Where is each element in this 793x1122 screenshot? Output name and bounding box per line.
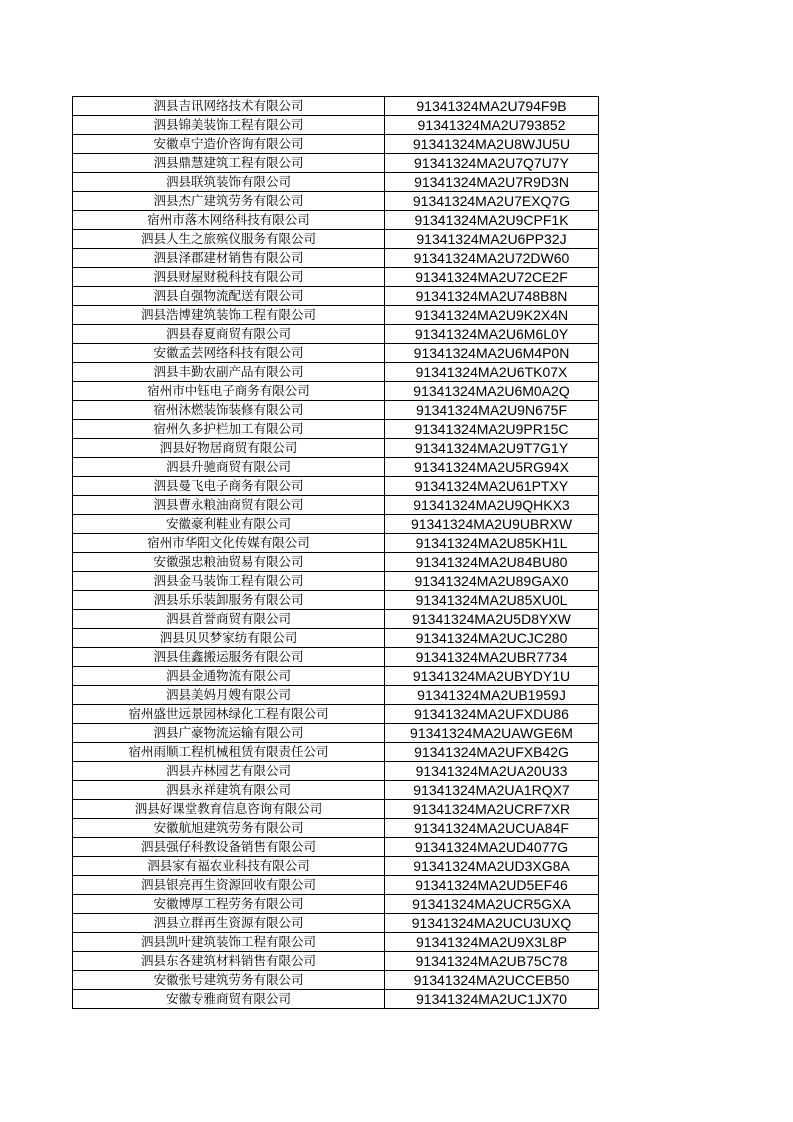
company-name-cell: 宿州盛世远景园林绿化工程有限公司 bbox=[73, 705, 385, 724]
table-row bbox=[73, 857, 599, 876]
company-name-cell: 泗县卉林园艺有限公司 bbox=[73, 762, 385, 781]
table-row bbox=[73, 743, 599, 762]
credit-code-cell: 91341324MA2UD5EF46 bbox=[385, 876, 599, 895]
company-name-cell: 泗县东各建筑材料销售有限公司 bbox=[73, 952, 385, 971]
credit-code-cell: 91341324MA2U89GAX0 bbox=[385, 572, 599, 591]
company-name-cell: 泗县佳鑫搬运服务有限公司 bbox=[73, 648, 385, 667]
company-name-cell: 泗县乐乐装卸服务有限公司 bbox=[73, 591, 385, 610]
credit-code-cell: 91341324MA2UCR5GXA bbox=[385, 895, 599, 914]
credit-code-cell: 91341324MA2U793852 bbox=[385, 116, 599, 135]
company-name-cell: 泗县财屋财税科技有限公司 bbox=[73, 268, 385, 287]
company-name-cell: 安徽强忠粮油贸易有限公司 bbox=[73, 553, 385, 572]
table-row bbox=[73, 971, 599, 990]
credit-code-cell: 91341324MA2U7R9D3N bbox=[385, 173, 599, 192]
company-name-cell: 安徽豪利鞋业有限公司 bbox=[73, 515, 385, 534]
credit-code-cell: 91341324MA2U5RG94X bbox=[385, 458, 599, 477]
table-row bbox=[73, 249, 599, 268]
company-name-cell: 安徽张号建筑劳务有限公司 bbox=[73, 971, 385, 990]
credit-code-cell: 91341324MA2U85KH1L bbox=[385, 534, 599, 553]
credit-code-cell: 91341324MA2UAWGE6M bbox=[385, 724, 599, 743]
credit-code-cell: 91341324MA2U8WJU5U bbox=[385, 135, 599, 154]
credit-code-cell: 91341324MA2U6M6L0Y bbox=[385, 325, 599, 344]
company-name-cell: 泗县金马装饰工程有限公司 bbox=[73, 572, 385, 591]
table-row bbox=[73, 420, 599, 439]
credit-code-cell: 91341324MA2UCU3UXQ bbox=[385, 914, 599, 933]
table-row bbox=[73, 686, 599, 705]
credit-code-cell: 91341324MA2UC1JX70 bbox=[385, 990, 599, 1009]
table-row bbox=[73, 230, 599, 249]
company-name-cell: 泗县人生之旅殡仪服务有限公司 bbox=[73, 230, 385, 249]
credit-code-cell: 91341324MA2U9T7G1Y bbox=[385, 439, 599, 458]
table-row bbox=[73, 116, 599, 135]
credit-code-cell: 91341324MA2U5D8YXW bbox=[385, 610, 599, 629]
table-row bbox=[73, 534, 599, 553]
credit-code-cell: 91341324MA2U85XU0L bbox=[385, 591, 599, 610]
table-row bbox=[73, 762, 599, 781]
credit-code-cell: 91341324MA2U84BU80 bbox=[385, 553, 599, 572]
credit-code-cell: 91341324MA2UCCEB50 bbox=[385, 971, 599, 990]
company-name-cell: 泗县升驰商贸有限公司 bbox=[73, 458, 385, 477]
credit-code-cell: 91341324MA2U6TK07X bbox=[385, 363, 599, 382]
company-name-cell: 安徽博厚工程劳务有限公司 bbox=[73, 895, 385, 914]
table-row bbox=[73, 952, 599, 971]
credit-code-cell: 91341324MA2UFXB42G bbox=[385, 743, 599, 762]
credit-code-cell: 91341324MA2U794F9B bbox=[385, 97, 599, 116]
table-row bbox=[73, 439, 599, 458]
company-name-cell: 宿州市落木网络科技有限公司 bbox=[73, 211, 385, 230]
table-row bbox=[73, 458, 599, 477]
table-row bbox=[73, 895, 599, 914]
credit-code-cell: 91341324MA2UCJC280 bbox=[385, 629, 599, 648]
company-registry-table bbox=[72, 96, 599, 1009]
table-row bbox=[73, 211, 599, 230]
table-row bbox=[73, 610, 599, 629]
company-name-cell: 宿州久多护栏加工有限公司 bbox=[73, 420, 385, 439]
table-row bbox=[73, 838, 599, 857]
table-row bbox=[73, 724, 599, 743]
credit-code-cell: 91341324MA2UFXDU86 bbox=[385, 705, 599, 724]
company-name-cell: 宿州市华阳文化传媒有限公司 bbox=[73, 534, 385, 553]
company-name-cell: 泗县好物居商贸有限公司 bbox=[73, 439, 385, 458]
credit-code-cell: 91341324MA2U9K2X4N bbox=[385, 306, 599, 325]
company-name-cell: 泗县金通物流有限公司 bbox=[73, 667, 385, 686]
credit-code-cell: 91341324MA2U748B8N bbox=[385, 287, 599, 306]
credit-code-cell: 91341324MA2U9N675F bbox=[385, 401, 599, 420]
company-name-cell: 泗县吉讯网络技术有限公司 bbox=[73, 97, 385, 116]
table-row bbox=[73, 382, 599, 401]
table-row bbox=[73, 344, 599, 363]
company-name-cell: 宿州沐燃装饰装修有限公司 bbox=[73, 401, 385, 420]
table-row bbox=[73, 192, 599, 211]
credit-code-cell: 91341324MA2U9PR15C bbox=[385, 420, 599, 439]
credit-code-cell: 91341324MA2UB75C78 bbox=[385, 952, 599, 971]
credit-code-cell: 91341324MA2U6M4P0N bbox=[385, 344, 599, 363]
credit-code-cell: 91341324MA2UBR7734 bbox=[385, 648, 599, 667]
credit-code-cell: 91341324MA2U9X3L8P bbox=[385, 933, 599, 952]
company-name-cell: 泗县浩博建筑装饰工程有限公司 bbox=[73, 306, 385, 325]
credit-code-cell: 91341324MA2U72CE2F bbox=[385, 268, 599, 287]
credit-code-cell: 91341324MA2U9QHKX3 bbox=[385, 496, 599, 515]
table-row bbox=[73, 572, 599, 591]
registry-table-body bbox=[73, 97, 599, 1009]
table-row bbox=[73, 914, 599, 933]
company-name-cell: 泗县锦美装饰工程有限公司 bbox=[73, 116, 385, 135]
credit-code-cell: 91341324MA2U9CPF1K bbox=[385, 211, 599, 230]
table-row bbox=[73, 819, 599, 838]
company-name-cell: 泗县家有福农业科技有限公司 bbox=[73, 857, 385, 876]
company-name-cell: 泗县丰勤农副产品有限公司 bbox=[73, 363, 385, 382]
company-name-cell: 安徽孟芸网络科技有限公司 bbox=[73, 344, 385, 363]
table-row bbox=[73, 553, 599, 572]
credit-code-cell: 91341324MA2U7EXQ7G bbox=[385, 192, 599, 211]
credit-code-cell: 91341324MA2UD3XG8A bbox=[385, 857, 599, 876]
company-name-cell: 泗县曹永粮油商贸有限公司 bbox=[73, 496, 385, 515]
table-row bbox=[73, 97, 599, 116]
table-row bbox=[73, 325, 599, 344]
credit-code-cell: 91341324MA2U72DW60 bbox=[385, 249, 599, 268]
table-row bbox=[73, 781, 599, 800]
table-row bbox=[73, 154, 599, 173]
table-row bbox=[73, 401, 599, 420]
company-name-cell: 泗县好课堂教育信息咨询有限公司 bbox=[73, 800, 385, 819]
company-name-cell: 泗县曼飞电子商务有限公司 bbox=[73, 477, 385, 496]
table-row bbox=[73, 800, 599, 819]
company-name-cell: 安徽专雅商贸有限公司 bbox=[73, 990, 385, 1009]
company-name-cell: 泗县美妈月嫂有限公司 bbox=[73, 686, 385, 705]
table-row bbox=[73, 135, 599, 154]
company-name-cell: 泗县永祥建筑有限公司 bbox=[73, 781, 385, 800]
table-row bbox=[73, 990, 599, 1009]
company-name-cell: 泗县首誉商贸有限公司 bbox=[73, 610, 385, 629]
credit-code-cell: 91341324MA2UBYDY1U bbox=[385, 667, 599, 686]
table-row bbox=[73, 268, 599, 287]
company-name-cell: 安徽航旭建筑劳务有限公司 bbox=[73, 819, 385, 838]
table-row bbox=[73, 629, 599, 648]
company-name-cell: 泗县泽郡建材销售有限公司 bbox=[73, 249, 385, 268]
table-row bbox=[73, 363, 599, 382]
company-name-cell: 泗县春夏商贸有限公司 bbox=[73, 325, 385, 344]
table-row bbox=[73, 515, 599, 534]
credit-code-cell: 91341324MA2U6M0A2Q bbox=[385, 382, 599, 401]
table-row bbox=[73, 667, 599, 686]
company-name-cell: 泗县强仔科教设备销售有限公司 bbox=[73, 838, 385, 857]
credit-code-cell: 91341324MA2U7Q7U7Y bbox=[385, 154, 599, 173]
company-name-cell: 泗县鼎慧建筑工程有限公司 bbox=[73, 154, 385, 173]
table-row bbox=[73, 173, 599, 192]
company-name-cell: 宿州市中钰电子商务有限公司 bbox=[73, 382, 385, 401]
credit-code-cell: 91341324MA2U61PTXY bbox=[385, 477, 599, 496]
table-row bbox=[73, 648, 599, 667]
company-name-cell: 泗县凯叶建筑装饰工程有限公司 bbox=[73, 933, 385, 952]
credit-code-cell: 91341324MA2UD4077G bbox=[385, 838, 599, 857]
company-name-cell: 泗县联筑装饰有限公司 bbox=[73, 173, 385, 192]
company-name-cell: 泗县立群再生资源有限公司 bbox=[73, 914, 385, 933]
company-name-cell: 泗县杰广建筑劳务有限公司 bbox=[73, 192, 385, 211]
credit-code-cell: 91341324MA2U9UBRXW bbox=[385, 515, 599, 534]
table-row bbox=[73, 933, 599, 952]
credit-code-cell: 91341324MA2UA20U33 bbox=[385, 762, 599, 781]
company-name-cell: 泗县贝贝梦家纺有限公司 bbox=[73, 629, 385, 648]
company-name-cell: 安徽卓宁造价咨询有限公司 bbox=[73, 135, 385, 154]
credit-code-cell: 91341324MA2UCRF7XR bbox=[385, 800, 599, 819]
table-row bbox=[73, 591, 599, 610]
table-row bbox=[73, 705, 599, 724]
table-row bbox=[73, 287, 599, 306]
credit-code-cell: 91341324MA2UCUA84F bbox=[385, 819, 599, 838]
company-name-cell: 泗县银亮再生资源回收有限公司 bbox=[73, 876, 385, 895]
table-row bbox=[73, 876, 599, 895]
credit-code-cell: 91341324MA2U6PP32J bbox=[385, 230, 599, 249]
company-name-cell: 泗县广豪物流运输有限公司 bbox=[73, 724, 385, 743]
table-row bbox=[73, 496, 599, 515]
table-row bbox=[73, 477, 599, 496]
company-name-cell: 泗县自强物流配送有限公司 bbox=[73, 287, 385, 306]
credit-code-cell: 91341324MA2UB1959J bbox=[385, 686, 599, 705]
company-name-cell: 宿州雨顺工程机械租赁有限责任公司 bbox=[73, 743, 385, 762]
table-row bbox=[73, 306, 599, 325]
credit-code-cell: 91341324MA2UA1RQX7 bbox=[385, 781, 599, 800]
